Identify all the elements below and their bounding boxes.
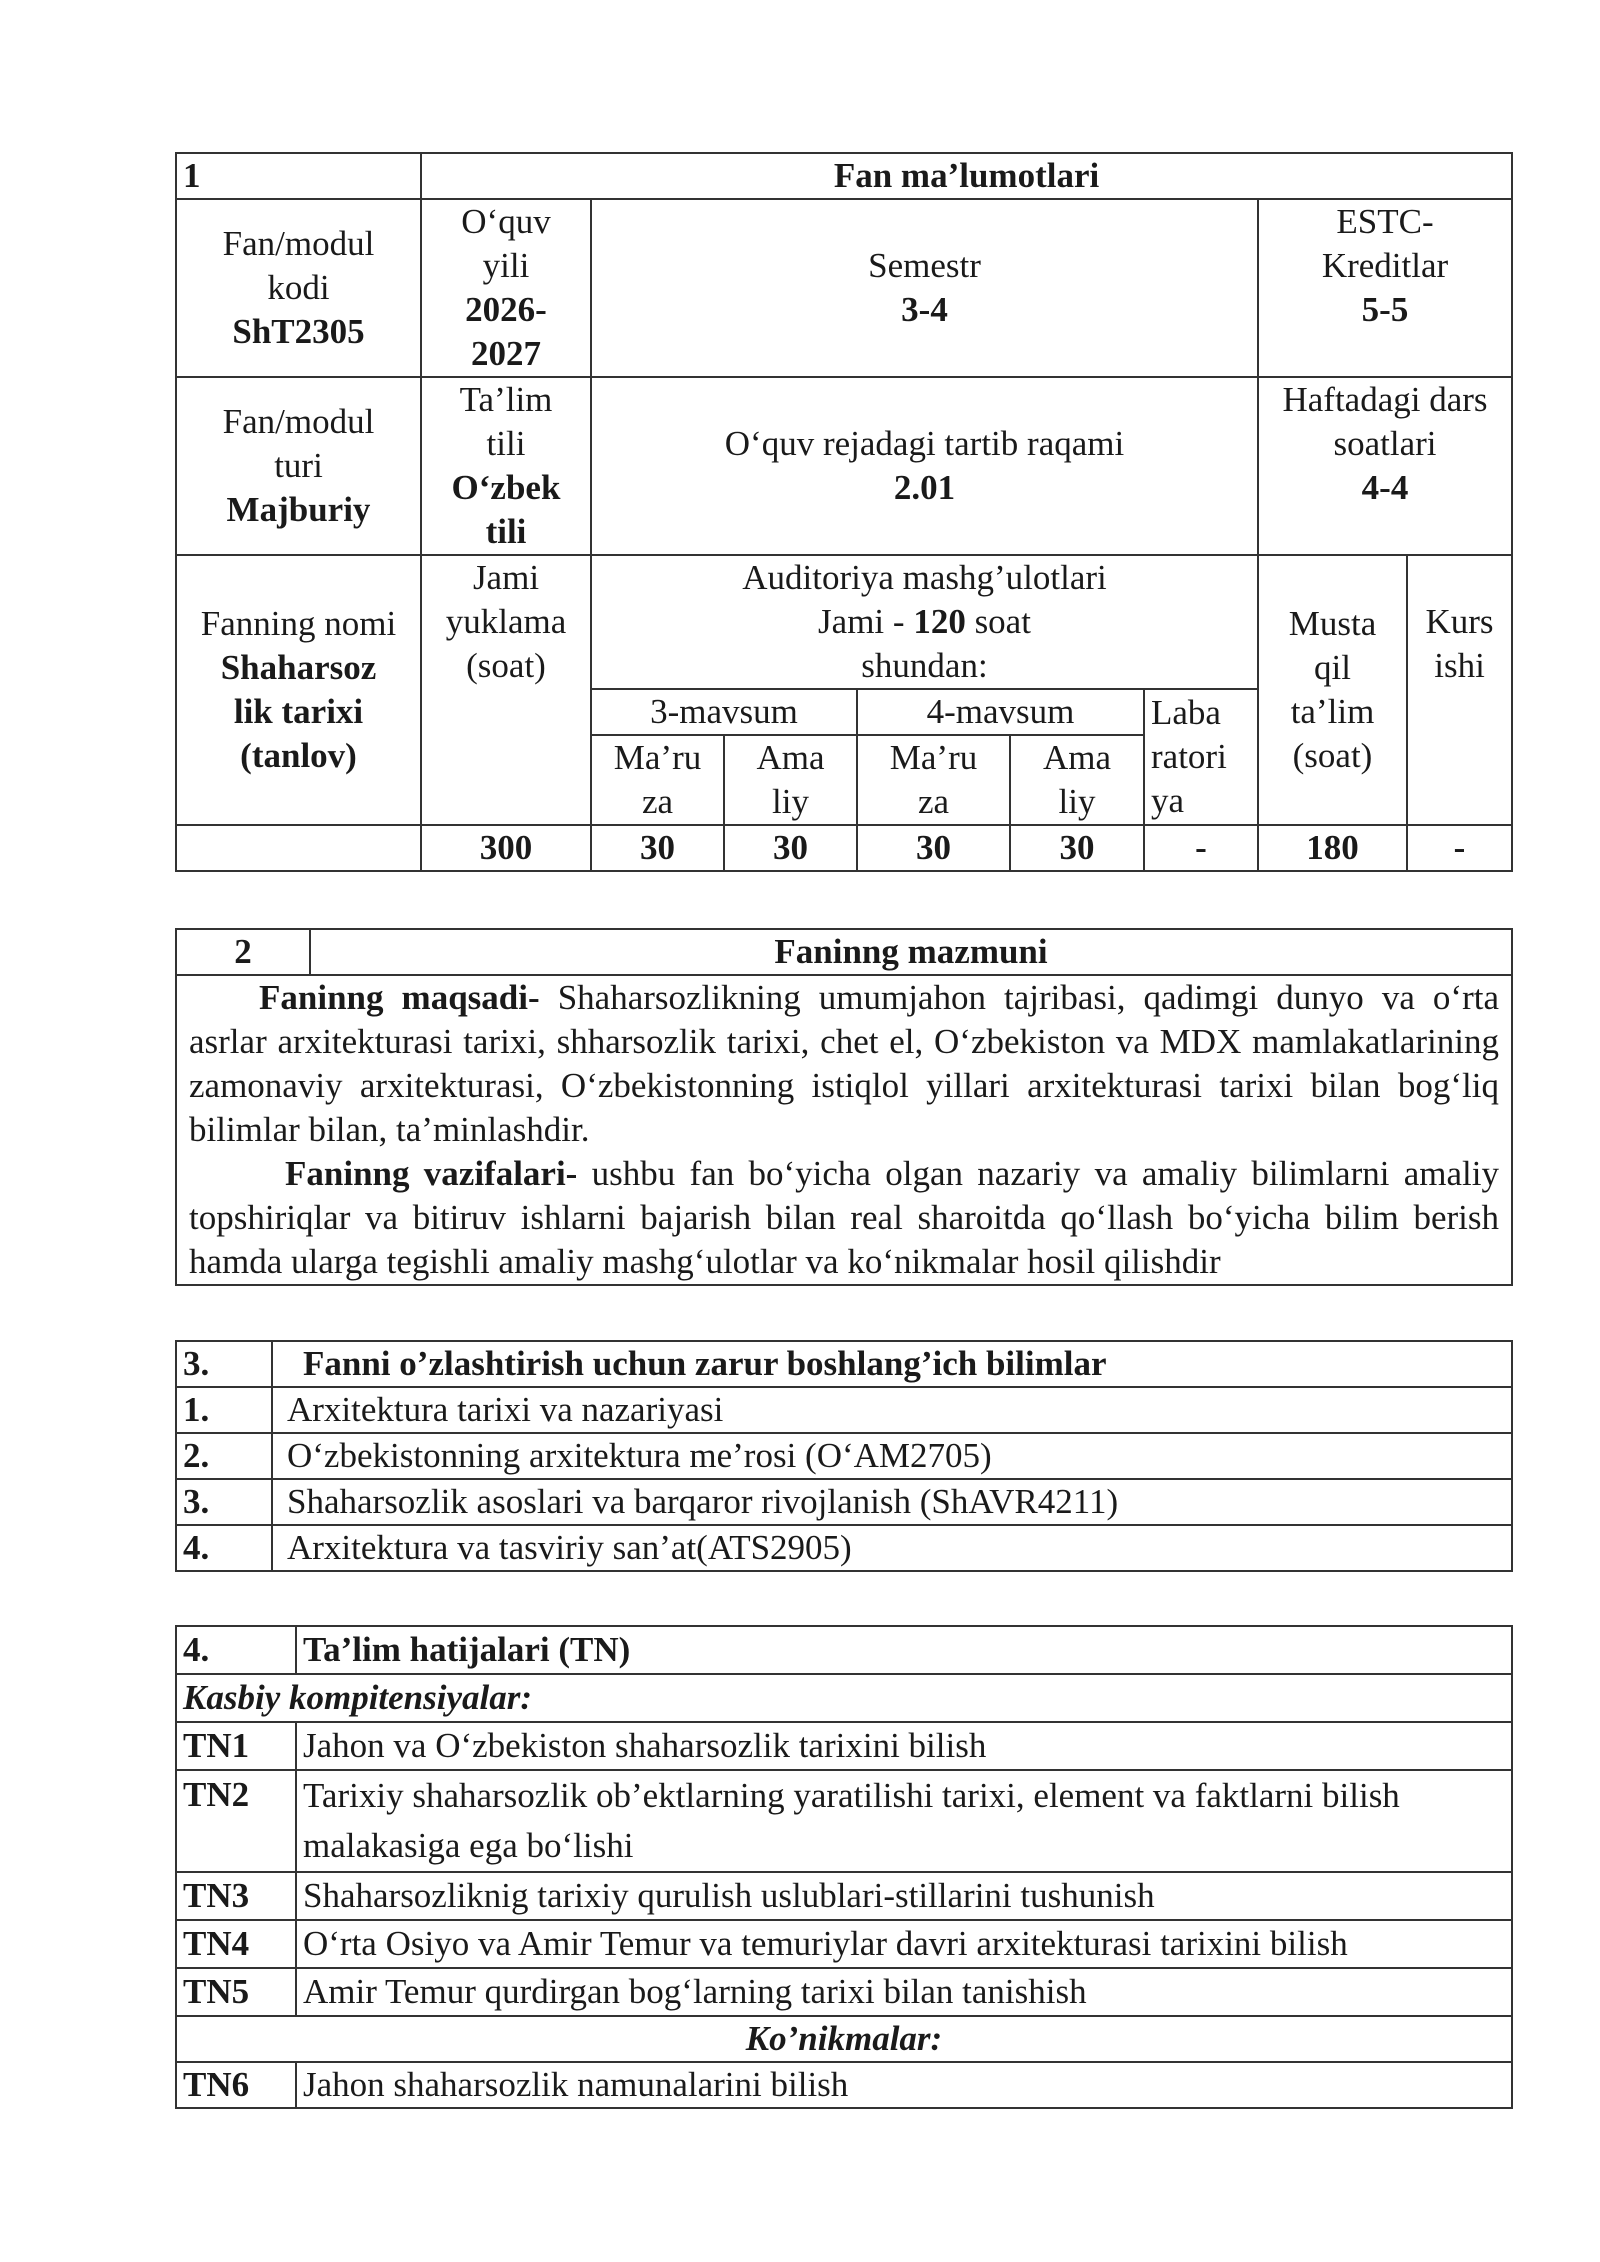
- lecture-s3-value: 30: [591, 825, 724, 871]
- coursework-value: -: [1407, 825, 1512, 871]
- table-row: TN1 Jahon va O‘zbekiston shaharsozlik tarixini bilish: [176, 1722, 1512, 1770]
- list-item: 3. Shaharsozlik asoslari va barqaror rivojlanish (ShAVR4211): [176, 1479, 1512, 1525]
- course-content-table: [175, 928, 1513, 1286]
- section-number: 1: [176, 153, 421, 199]
- module-type-cell: Fan/modul turi Majburiy: [176, 377, 421, 555]
- skills-label: Ko’nikmalar:: [176, 2016, 1512, 2062]
- competencies-label: Kasbiy kompitensiyalar:: [176, 1674, 1512, 1722]
- practical-s3-value: 30: [724, 825, 857, 871]
- lab-header: Laba ratori ya: [1144, 689, 1258, 825]
- practical-header-s4: Ama liy: [1010, 735, 1144, 825]
- table-row: TN4 O‘rta Osiyo va Amir Temur va temuriylar davri arxitekturasi tarixini bilish: [176, 1920, 1512, 1968]
- prerequisites-table: [175, 1340, 1513, 1572]
- independent-study-header: Musta qil ta’lim (soat): [1258, 555, 1407, 825]
- practical-s4-value: 30: [1010, 825, 1144, 871]
- course-name-cell: Fanning nomi Shaharsoz lik tarixi (tanlov): [176, 555, 421, 825]
- table-row: TN2 Tarixiy shaharsozlik ob’ektlarning yaratilishi tarixi, element va faktlarni bilish malakasiga ega bo‘lishi: [176, 1770, 1512, 1872]
- section-number: 3.: [176, 1341, 272, 1387]
- learning-outcomes-table: [175, 1625, 1513, 2109]
- semester-cell: Semestr 3-4: [591, 199, 1258, 377]
- course-description: [176, 975, 1512, 1285]
- season-3-header: 3-mavsum: [591, 689, 857, 735]
- season-4-header: 4-mavsum: [857, 689, 1144, 735]
- list-item: 4. Arxitektura va tasviriy san’at(ATS2905): [176, 1525, 1512, 1571]
- section-number: 2: [176, 929, 310, 975]
- module-code-cell: Fan/modul kodi ShT2305: [176, 199, 421, 377]
- independent-value: 180: [1258, 825, 1407, 871]
- table-row: TN3 Shaharsozliknig tarixiy qurulish uslublari-stillarini tushunish: [176, 1872, 1512, 1920]
- list-item: 1. Arxitektura tarixi va nazariyasi: [176, 1387, 1512, 1433]
- lab-value: -: [1144, 825, 1258, 871]
- coursework-header: Kurs ishi: [1407, 555, 1512, 825]
- order-number-cell: O‘quv rejadagi tartib raqami 2.01: [591, 377, 1258, 555]
- course-info-table: [175, 152, 1513, 872]
- total-load-header: Jami yuklama (soat): [421, 555, 591, 825]
- section-number: 4.: [176, 1626, 296, 1674]
- weekly-hours-cell: Haftadagi dars soatlari 4-4: [1258, 377, 1512, 555]
- academic-year-cell: O‘quv yili 2026- 2027: [421, 199, 591, 377]
- lecture-header-s4: Ma’ru za: [857, 735, 1010, 825]
- section-title: Fan ma’lumotlari: [421, 153, 1512, 199]
- credits-cell: ESTC- Kreditlar 5-5: [1258, 199, 1512, 377]
- practical-header-s3: Ama liy: [724, 735, 857, 825]
- lecture-s4-value: 30: [857, 825, 1010, 871]
- auditorium-header: Auditoriya mashg’ulotlari Jami - 120 soat shundan:: [591, 555, 1258, 689]
- section-title: Fanni o’zlashtirish uchun zarur boshlang’ich bilimlar: [272, 1341, 1512, 1387]
- lecture-header-s3: Ma’ru za: [591, 735, 724, 825]
- tasks-paragraph: Faninng vazifalari- ushbu fan bo‘yicha olgan nazariy va amaliy bilimlarni amaliy topshiriqlar va bitiruv ishlarni bajarish bilan real sharoitda qo‘llash bo‘yicha bilim berish hamda ularga tegishli amaliy mashg‘ulotlar va ko‘nikmalar hosil qilishdir: [189, 1154, 1499, 1281]
- list-item: 2. O‘zbekistonning arxitektura me’rosi (O‘AM2705): [176, 1433, 1512, 1479]
- language-cell: Ta’lim tili O‘zbek tili: [421, 377, 591, 555]
- module-code-value: ShT2305: [232, 312, 365, 351]
- section-title: Faninng mazmuni: [310, 929, 1512, 975]
- table-row: TN5 Amir Temur qurdirgan bog‘larning tarixi bilan tanishish: [176, 1968, 1512, 2016]
- total-load-value: 300: [421, 825, 591, 871]
- empty-cell: [176, 825, 421, 871]
- section-title: Ta’lim hatijalari (TN): [296, 1626, 1512, 1674]
- table-row: TN6 Jahon shaharsozlik namunalarini bilish: [176, 2062, 1512, 2108]
- goal-paragraph: Faninng maqsadi- Shaharsozlikning umumjahon tajribasi, qadimgi dunyo va o‘rta asrlar arxitekturasi tarixi, shharsozlik tarixi, chet el, O‘zbekiston va MDX mamlakatlarining zamonaviy arxitekturasi, O‘zbekistonning istiqlol yillari arxitekturasi tarixi bilan bog‘liq bilimlar bilan, ta’minlashdir.: [189, 978, 1499, 1149]
